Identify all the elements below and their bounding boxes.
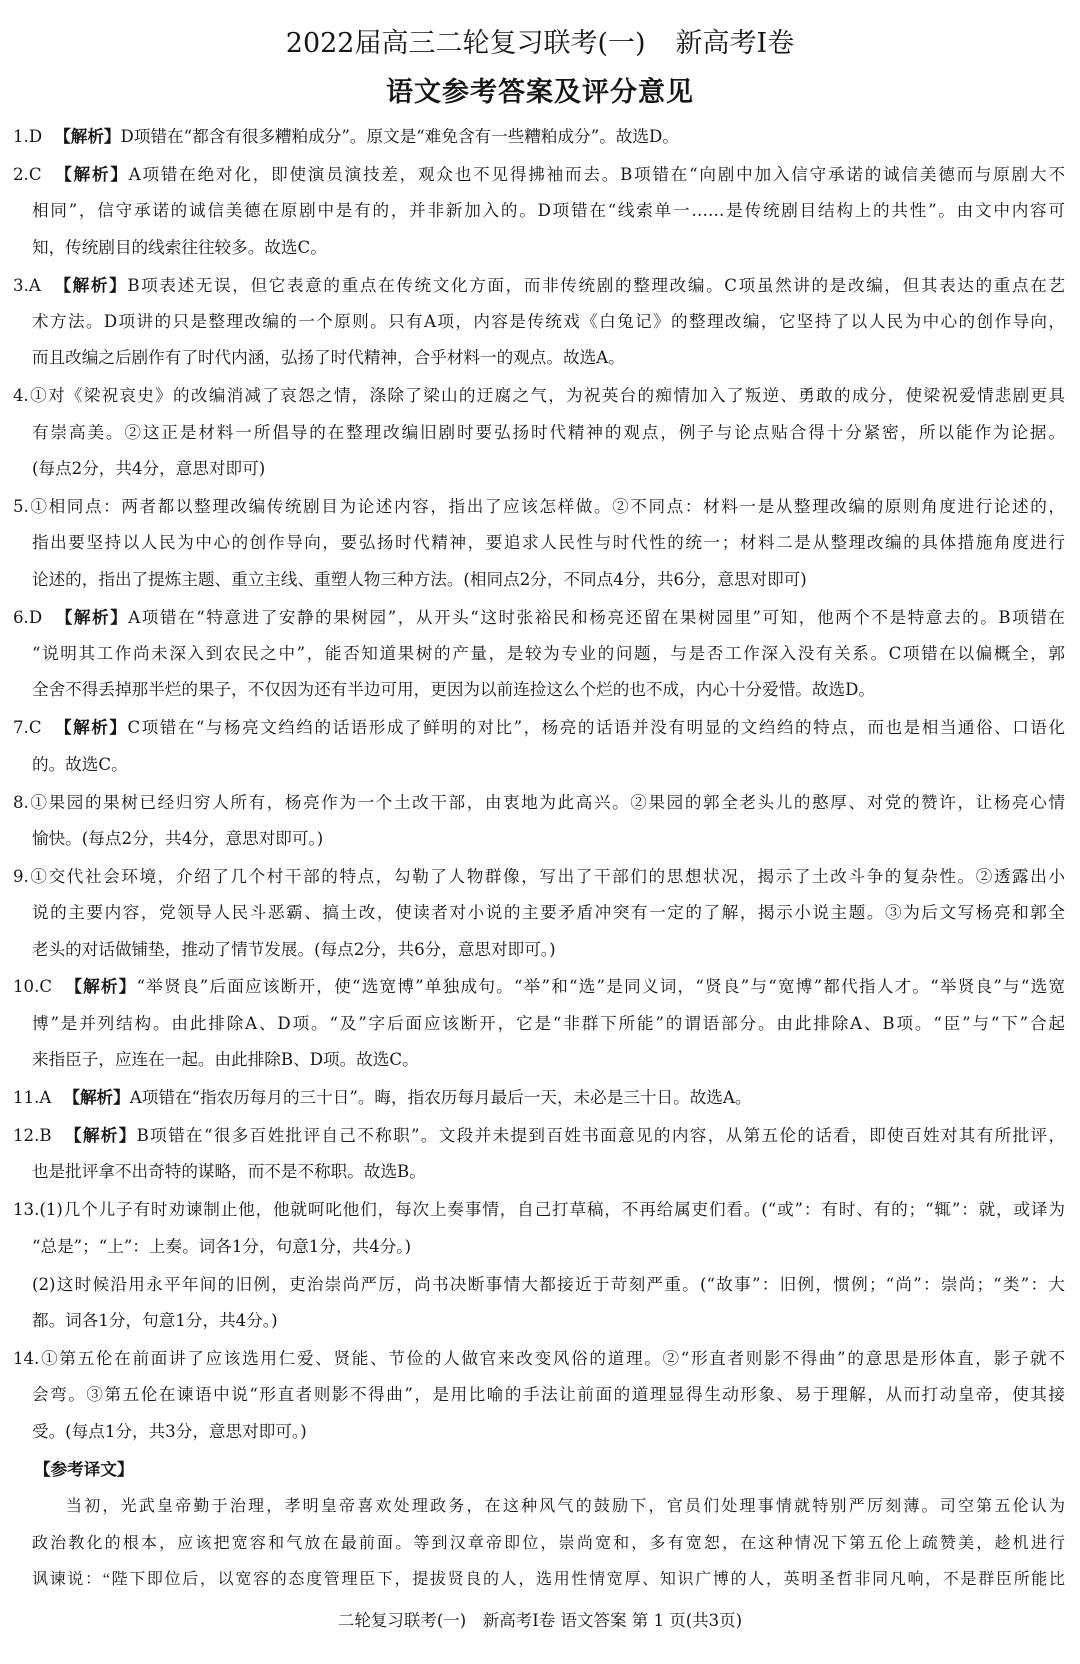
answer-item-2 (13, 157, 1065, 266)
exam-title (0, 26, 1080, 62)
document-title: 语文参考答案及评分意见 (386, 77, 694, 108)
answer-13-line-1 (13, 1192, 1065, 1228)
answer-6-line-3: 全舍不得丢掉那半烂的果子，不仅因为还有半边可用，更因为以前连捡这么个烂的也不成，内心十分爱惜。故选D。 (32, 680, 875, 700)
answer-number: 2.C (13, 164, 42, 184)
answer-number: 13. (13, 1200, 40, 1220)
answer-5-line-2: 指出要坚持以人民为中心的创作导向，要弘扬时代精神，要追求人民性与时代性的统一；材料二是从整理改编的具体措施角度进行 (32, 533, 1065, 553)
answer-14-line-2: 会弯。③第五伦在谏语中说“形直者则影不得曲”，是用比喻的手法让前面的道理显得生动形象、易于理解，从而打动皇帝，使其接 (32, 1385, 1065, 1405)
answer-item-1 (13, 119, 1065, 155)
answer-item-9 (13, 859, 1065, 968)
answer-item-13-part-1 (13, 1192, 1065, 1265)
answer-7-line-1 (13, 710, 1065, 746)
answer-item-4 (13, 378, 1065, 487)
answer-number: 10.C (13, 977, 53, 997)
answer-number: 14. (13, 1348, 40, 1368)
answer-10-line-3: 来指臣子，应连在一起。由此排除B、D项。故选C。 (32, 1050, 419, 1070)
answer-9-line-2: 说的主要内容，党领导人民斗恶霸、搞土改，使读者对小说的主要矛盾冲突有一定的了解，揭示小说主题。③为后文写杨亮和郭全 (32, 903, 1065, 923)
answer-item-14 (13, 1341, 1065, 1450)
translation-heading: 【参考译文】 (34, 1459, 134, 1479)
page-footer: 二轮复习联考(一) 新高考Ⅰ卷 语文答案 第 1 页(共3页) (337, 1611, 743, 1630)
answer-12-line-2: 也是批评拿不出奇特的谋略，而不是不称职。故选B。 (32, 1162, 426, 1182)
analysis-tag: 【解析】 (53, 718, 128, 738)
answer-list (13, 119, 1065, 1600)
answer-13-line-2: “总是”；“上”：上奏。词各1分，句意1分，共4分。) (32, 1236, 412, 1256)
answer-14-line-1 (13, 1341, 1065, 1377)
answer-8-line-1 (13, 785, 1065, 821)
translation-line-3: 讽谏说：“陛下即位后，以宽容的态度管理臣下，提拔贤良的人，选用性情宽厚、知识广博的人，英明圣哲非同凡响，不是群臣所能比 (32, 1571, 1065, 1589)
answer-text: “举贤良”后面应该断开，使“选宽博”单独成句。“举”和“选”是同义词，“贤良”与“宽博”都代指人才。“举贤良”与“选宽 (136, 977, 1065, 997)
answer-3-line-2: 术方法。D项讲的只是整理改编的一个原则。只有A项，内容是传统戏《白兔记》的整理改编，它坚持了以人民为中心的创作导向， (32, 311, 1065, 331)
answer-1-line-1 (13, 119, 1065, 155)
answer-text: D项错在“都含有很多糟粕成分”。原文是“难免含有一些糟粕成分”。故选D。 (120, 127, 679, 146)
answer-4-line-3: (每点2分，共4分，意思对即可) (32, 459, 266, 479)
answer-5-line-1 (13, 489, 1065, 525)
answer-text: C项错在“与杨亮文绉绉的话语形成了鲜明的对比”，杨亮的话语并没有明显的文绉绉的特点，而也是相当通俗、口语化 (127, 718, 1065, 738)
answer-4-line-1 (13, 378, 1065, 414)
answer-9-line-3: 老头的对话做铺垫，推动了情节发展。(每点2分，共6分，意思对即可。) (32, 939, 556, 959)
answer-number: 9. (13, 866, 29, 886)
answer-3-line-3: 而且改编之后剧作有了时代内涵，弘扬了时代精神，合乎材料一的观点。故选A。 (32, 348, 625, 368)
analysis-tag: 【解析】 (63, 1088, 130, 1108)
answer-item-7 (13, 710, 1065, 783)
answer-13-line-4: 都。词各1分，句意1分，共4分。) (32, 1311, 278, 1330)
answer-5-line-3: 论述的，指出了提炼主题、重立主线、重塑人物三种方法。(相同点2分，不同点4分，共6分，意思对即可) (32, 569, 807, 589)
answer-text: B项表述无误，但它表意的重点在传统文化方面，而非传统剧的整理改编。C项虽然讲的是改编，但其表达的重点在艺 (127, 275, 1065, 295)
answer-3-line-1 (13, 268, 1065, 304)
answer-text: ①交代社会环境，介绍了几个村干部的特点，勾勒了人物群像，写出了干部们的思想状况，揭示了土改斗争的复杂性。②透露出小 (28, 866, 1065, 886)
answer-number: 12.B (13, 1126, 52, 1146)
answer-item-11 (13, 1080, 1065, 1116)
answer-number: 1.D (13, 127, 43, 146)
translation-line-2: 政治教化的根本，应该把宽容和气放在最前面。等到汉章帝即位，崇尚宽和，多有宽恕，在这种情况下第五伦上疏赞美，趁机进行 (32, 1534, 1065, 1552)
answer-8-line-2: 愉快。(每点2分，共4分，意思对即可。) (32, 828, 324, 848)
analysis-tag: 【解析】 (53, 164, 129, 184)
answer-item-8 (13, 785, 1065, 858)
answer-14-line-3: 受。(每点1分，共3分，意思对即可。) (32, 1421, 307, 1441)
answer-number: 5. (13, 496, 29, 516)
answer-9-line-1 (13, 859, 1065, 895)
answer-text: ①第五伦在前面讲了应该选用仁爱、贤能、节俭的人做官来改变风俗的道理。②“形直者则影不得曲”的意思是形体直，影子就不 (39, 1348, 1065, 1368)
answer-item-3 (13, 268, 1065, 377)
answer-2-line-2: 相同”，信守承诺的诚信美德在原剧中是有的，并非新加入的。D项错在“线索单一……是传统剧目结构上的共性”。由文中内容可 (32, 201, 1065, 221)
translation-line-1: 当初，光武皇帝勤于治理，孝明皇帝喜欢处理政务，在这种风气的鼓励下，官员们处理事情就特别严厉刻薄。司空第五伦认为 (66, 1498, 1065, 1516)
answer-10-line-1 (13, 969, 1065, 1005)
answer-text: (1)几个儿子有时劝谏制止他，他就呵叱他们，每次上奏事情，自己打草稿，不再给属吏们看。(“或”：有时、有的；“辄”：就，或译为 (39, 1200, 1065, 1220)
answer-2-line-1 (13, 157, 1065, 193)
answer-number: 4. (13, 386, 29, 406)
analysis-tag: 【解析】 (54, 127, 121, 146)
answer-item-5 (13, 489, 1065, 598)
analysis-tag: 【解析】 (64, 977, 137, 997)
answer-12-line-1 (13, 1118, 1065, 1154)
exam-name: 2022届高三二轮复习联考(一) (285, 28, 646, 59)
translation-text (13, 1489, 1065, 1598)
answer-text: B项错在“很多百姓批评自己不称职”。文段并未提到百姓书面意见的内容，从第五伦的话看，即使百姓对其有所批评， (136, 1126, 1065, 1146)
translation-heading-block (13, 1452, 1065, 1488)
answer-item-12 (13, 1118, 1065, 1191)
answer-number: 11.A (13, 1088, 52, 1108)
answer-item-10 (13, 969, 1065, 1078)
analysis-tag: 【解析】 (54, 607, 129, 627)
answer-text: ①果园的果树已经归穷人所有，杨亮作为一个土改干部，由衷地为此高兴。②果园的郭全老头儿的憨厚、对党的赞许，让杨亮心情 (28, 792, 1065, 812)
paper-type: 新高考Ⅰ卷 (675, 28, 795, 59)
answer-number: 6.D (13, 607, 43, 627)
answer-6-line-2: “说明其工作尚未深入到农民之中”，能否知道果树的产量，是较为专业的问题，与是否工作深入没有关系。C项错在以偏概全，郭 (32, 643, 1065, 663)
answer-number: 7.C (13, 718, 42, 738)
answer-10-line-2: 博”是并列结构。由此排除A、D项。“及”字后面应该断开，它是“非群下所能”的谓语部分。由此排除A、B项。“臣”与“下”合起 (32, 1013, 1065, 1033)
answer-text: A项错在“特意进了安静的果树园”，从开头“这时张裕民和杨亮还留在果树园里”可知，他两个不是特意去的。B项错在 (128, 607, 1065, 627)
answer-text: ①相同点：两者都以整理改编传统剧目为论述内容，指出了应该怎样做。②不同点：材料一是从整理改编的原则角度进行论述的， (28, 496, 1065, 516)
answer-4-line-2: 有崇高美。②这正是材料一所倡导的在整理改编旧剧时要弘扬时代精神的观点，例子与论点贴合得十分紧密，所以能作为论据。 (32, 422, 1065, 442)
answer-6-line-1 (13, 600, 1065, 636)
answer-item-13-part-2 (13, 1267, 1065, 1340)
answer-item-6 (13, 600, 1065, 709)
analysis-tag: 【解析】 (52, 275, 128, 295)
answer-text: A项错在绝对化，即使演员演技差，观众也不见得拂袖而去。B项错在“向剧中加入信守承诺的诚信美德而与原剧大不 (128, 164, 1065, 184)
answer-text: ①对《梁祝哀史》的改编消减了哀怨之情，涤除了梁山的迂腐之气，为祝英台的痴情加入了叛逆、勇敢的成分，使梁祝爱情悲剧更具 (28, 386, 1065, 406)
answer-2-line-3: 知，传统剧目的线索往往较多。故选C。 (32, 237, 327, 257)
answer-number: 3.A (13, 275, 41, 295)
answer-13-line-3: (2)这时候沿用永平年间的旧例，吏治崇尚严厉，尚书决断事情大都接近于苛刻严重。(“故事”：旧例，惯例；“尚”：崇尚；“类”：大 (32, 1274, 1065, 1294)
answer-7-line-2: 的。故选C。 (32, 754, 128, 774)
answer-number: 8. (13, 792, 29, 812)
answer-11-line-1 (13, 1080, 1065, 1116)
analysis-tag: 【解析】 (63, 1126, 137, 1146)
answer-text: A项错在“指农历每月的三十日”。晦，指农历每月最后一天，未必是三十日。故选A。 (129, 1088, 752, 1108)
